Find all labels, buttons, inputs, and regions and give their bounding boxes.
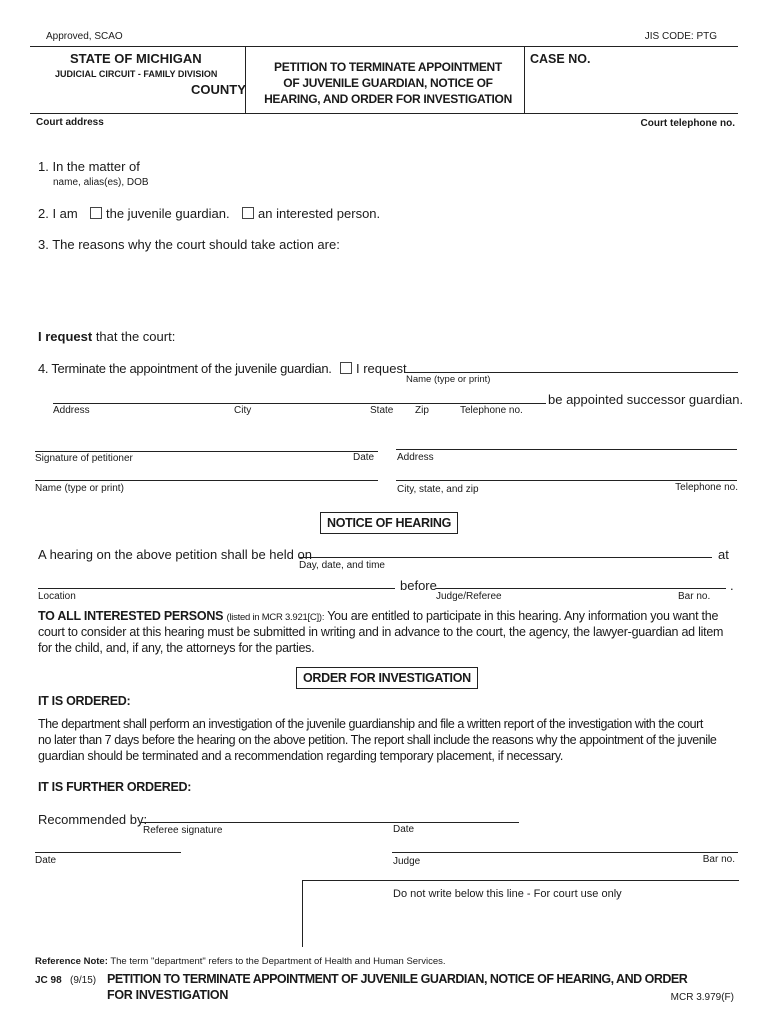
city-state-zip-label: City, state, and zip bbox=[397, 484, 479, 495]
court-address-label: Court address bbox=[36, 117, 104, 128]
option-guardian[interactable] bbox=[90, 206, 230, 221]
jis-code: JIS CODE: PTG bbox=[644, 31, 717, 42]
name-hint: Name (type or print) bbox=[406, 374, 491, 385]
petitioner-address-line[interactable] bbox=[396, 449, 737, 450]
case-no-label: CASE NO. bbox=[530, 52, 591, 66]
zip-label: Zip bbox=[415, 405, 429, 416]
it-is-further-ordered: IT IS FURTHER ORDERED: bbox=[38, 780, 192, 794]
option-guardian-text: the juvenile guardian. bbox=[106, 206, 230, 221]
city-label: City bbox=[234, 405, 252, 416]
header-divider-1 bbox=[245, 46, 246, 114]
reference-note bbox=[35, 956, 446, 967]
telephone-label: Telephone no. bbox=[460, 405, 523, 416]
petitioner-address-label: Address bbox=[397, 452, 434, 463]
order-text-line3: guardian should be terminated and a recommendation regarding temporary placement, if necessary. bbox=[38, 749, 564, 763]
interested-persons-bold: TO ALL INTERESTED PERSONS bbox=[38, 609, 224, 623]
order-text-line1: The department shall perform an investigation of the juvenile guardianship and file a written report of the investigation with the court bbox=[38, 717, 703, 731]
referee-date-label: Date bbox=[393, 824, 415, 835]
interested-persons-small: (listed in MCR 3.921[C]): bbox=[226, 612, 325, 623]
at-label: at bbox=[718, 547, 729, 562]
before-period: . bbox=[730, 578, 734, 593]
location-label: Location bbox=[38, 591, 76, 602]
court-use-label: Do not write below this line - For court use only bbox=[393, 888, 622, 900]
i-request-checkbox[interactable] bbox=[340, 362, 352, 374]
reference-note-text: The term "department" refers to the Department of Health and Human Services. bbox=[110, 956, 446, 967]
order-heading: ORDER FOR INVESTIGATION bbox=[296, 667, 478, 689]
judge-signature-line[interactable] bbox=[392, 852, 738, 853]
name-print-label: Name (type or print) bbox=[35, 483, 124, 494]
request-heading-bold: I request bbox=[38, 329, 93, 344]
day-date-time-hint: Day, date, and time bbox=[299, 560, 385, 571]
header-bottom-rule bbox=[30, 113, 738, 114]
iam-label: 2. I am bbox=[38, 206, 78, 221]
matter-hint: name, alias(es), DOB bbox=[53, 177, 149, 188]
state-of-michigan: STATE OF MICHIGAN bbox=[70, 51, 202, 66]
notice-heading: NOTICE OF HEARING bbox=[320, 512, 458, 534]
hearing-datetime-line[interactable] bbox=[299, 557, 712, 558]
it-is-ordered: IT IS ORDERED: bbox=[38, 694, 131, 708]
referee-signature-line[interactable] bbox=[141, 822, 519, 823]
interested-persons-line1 bbox=[38, 609, 718, 623]
form-title-3: HEARING, AND ORDER FOR INVESTIGATION bbox=[264, 92, 512, 106]
judge-referee-label: Judge/Referee bbox=[436, 591, 502, 602]
header-divider-2 bbox=[524, 46, 525, 114]
signature-label: Signature of petitioner bbox=[35, 453, 133, 464]
i-request-text: I request bbox=[356, 361, 407, 376]
judge-referee-line[interactable] bbox=[436, 588, 726, 589]
notice-bar-no-label: Bar no. bbox=[678, 591, 711, 602]
request-heading bbox=[38, 329, 175, 344]
recommended-by-label: Recommended by: bbox=[38, 812, 148, 827]
signature-date-label: Date bbox=[353, 452, 375, 463]
option-interested[interactable] bbox=[242, 206, 380, 221]
address-label: Address bbox=[53, 405, 90, 416]
county-label: COUNTY bbox=[191, 82, 246, 97]
interested-checkbox[interactable] bbox=[242, 207, 254, 219]
court-telephone-label: Court telephone no. bbox=[640, 118, 735, 129]
location-line[interactable] bbox=[38, 588, 395, 589]
judicial-circuit: JUDICIAL CIRCUIT - FAMILY DIVISION bbox=[55, 69, 218, 79]
name-print-line[interactable] bbox=[35, 480, 378, 481]
held-on-label: A hearing on the above petition shall be held on bbox=[38, 547, 312, 562]
signature-line[interactable] bbox=[35, 451, 378, 452]
interested-persons-line2: court to consider at this hearing must be submitted in writing and in advance to the court, the agency, the lawyer-guardian ad litem bbox=[38, 625, 724, 639]
approved-label: Approved, SCAO bbox=[46, 31, 123, 42]
footer-title-2: FOR INVESTIGATION bbox=[107, 988, 229, 1002]
referee-signature-label: Referee signature bbox=[143, 825, 223, 836]
mcr-reference: MCR 3.979(F) bbox=[670, 992, 734, 1003]
form-date: (9/15) bbox=[70, 975, 97, 986]
successor-name-line[interactable] bbox=[404, 372, 738, 373]
petitioner-telephone-label: Telephone no. bbox=[675, 482, 738, 493]
item4-label: 4. Terminate the appointment of the juvenile guardian. bbox=[38, 361, 332, 376]
successor-address-line[interactable] bbox=[53, 403, 546, 404]
reference-note-bold: Reference Note: bbox=[35, 956, 108, 967]
guardian-checkbox[interactable] bbox=[90, 207, 102, 219]
judge-label: Judge bbox=[393, 856, 421, 867]
order-bar-no-label: Bar no. bbox=[702, 854, 735, 865]
interested-persons-text1: You are entitled to participate in this hearing. Any information you want the bbox=[327, 609, 719, 623]
option-interested-text: an interested person. bbox=[258, 206, 381, 221]
form-title-2: OF JUVENILE GUARDIAN, NOTICE OF bbox=[283, 76, 493, 90]
state-label: State bbox=[370, 405, 394, 416]
city-state-zip-line[interactable] bbox=[396, 480, 737, 481]
form-id: JC 98 bbox=[35, 975, 62, 986]
order-text-line2: no later than 7 days before the hearing on the above petition. The report shall include the reasons why the appointment of the juvenile bbox=[38, 733, 717, 747]
i-request-option[interactable] bbox=[340, 361, 407, 376]
form-title-1: PETITION TO TERMINATE APPOINTMENT bbox=[274, 60, 502, 74]
order-date-line[interactable] bbox=[35, 852, 181, 853]
before-label: before bbox=[400, 578, 437, 593]
header-top-rule bbox=[30, 46, 738, 47]
reasons-label: 3. The reasons why the court should take action are: bbox=[38, 237, 340, 252]
request-heading-rest: that the court: bbox=[95, 329, 176, 344]
footer-title-1: PETITION TO TERMINATE APPOINTMENT OF JUVENILE GUARDIAN, NOTICE OF HEARING, AND ORDER bbox=[107, 972, 688, 986]
order-date-label: Date bbox=[35, 855, 57, 866]
interested-persons-line3: for the child, and, if any, the attorneys for the parties. bbox=[38, 641, 315, 655]
matter-label: 1. In the matter of bbox=[38, 159, 140, 174]
successor-text: be appointed successor guardian. bbox=[548, 392, 744, 407]
